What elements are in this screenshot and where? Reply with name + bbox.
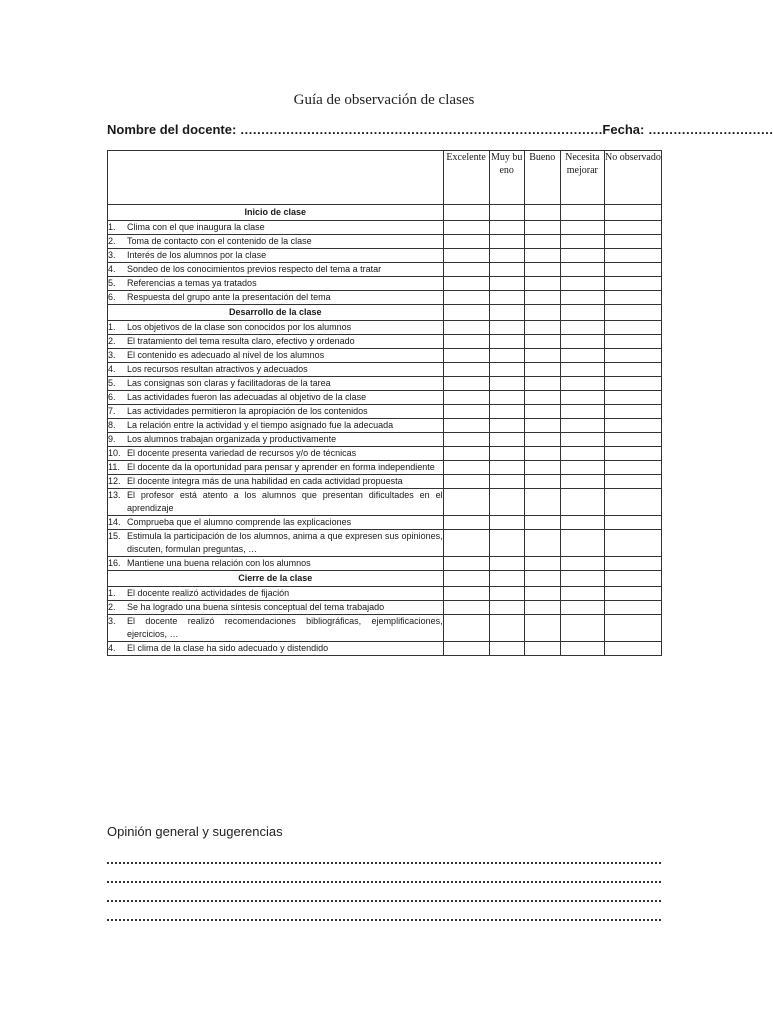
date-field[interactable]: [602, 122, 773, 137]
criterion-text: Referencias a temas ya tratados: [127, 278, 257, 288]
criterion-number: 3.: [108, 350, 116, 360]
rating-cell-excelente[interactable]: [443, 601, 489, 615]
rating-cell-no-observado[interactable]: [604, 321, 661, 335]
rating-cell-muy-bueno[interactable]: [489, 291, 524, 305]
rating-cell-excelente[interactable]: [443, 391, 489, 405]
criterion-text: Las consignas son claras y facilitadoras de la tarea: [127, 378, 331, 388]
rating-cell-bueno[interactable]: [524, 615, 560, 642]
rating-cell-muy-bueno[interactable]: [489, 391, 524, 405]
rating-cell-excelente[interactable]: [443, 349, 489, 363]
rating-cell-no-observado[interactable]: [604, 601, 661, 615]
rating-cell-necesita-mejorar[interactable]: [560, 363, 604, 377]
table-header-row: [108, 151, 662, 205]
opinion-line[interactable]: [107, 862, 661, 864]
criterion-number: 5.: [108, 378, 116, 388]
table-row: [108, 221, 662, 235]
rating-cell-necesita-mejorar[interactable]: [560, 475, 604, 489]
rating-cell-bueno[interactable]: [524, 249, 560, 263]
rating-cell-bueno[interactable]: [524, 291, 560, 305]
rating-cell-muy-bueno[interactable]: [489, 419, 524, 433]
rating-cell-no-observado[interactable]: [604, 349, 661, 363]
rating-cell-excelente[interactable]: [443, 277, 489, 291]
rating-cell-muy-bueno[interactable]: [489, 433, 524, 447]
rating-cell-muy-bueno[interactable]: [489, 601, 524, 615]
criterion-cell: [108, 615, 444, 642]
rating-cell-necesita-mejorar[interactable]: [560, 291, 604, 305]
rating-cell-necesita-mejorar[interactable]: [560, 587, 604, 601]
rating-cell-bueno[interactable]: [524, 391, 560, 405]
table-row: [108, 587, 662, 601]
rating-cell-muy-bueno[interactable]: [489, 475, 524, 489]
table-row: [108, 489, 662, 516]
rating-cell-necesita-mejorar[interactable]: [560, 601, 604, 615]
table-row: [108, 363, 662, 377]
rating-cell-excelente[interactable]: [443, 321, 489, 335]
criterion-cell: [108, 475, 444, 489]
observation-table: [107, 150, 662, 656]
rating-cell-excelente[interactable]: [443, 489, 489, 516]
table-row: [108, 475, 662, 489]
rating-cell-muy-bueno[interactable]: [489, 587, 524, 601]
criterion-text: Mantiene una buena relación con los alumnos: [127, 558, 311, 568]
rating-cell-muy-bueno[interactable]: [489, 557, 524, 571]
rating-cell-no-observado[interactable]: [604, 489, 661, 516]
criterion-text: El tratamiento del tema resulta claro, efectivo y ordenado: [127, 336, 355, 346]
section-title: Desarrollo de la clase: [108, 305, 444, 321]
rating-cell-necesita-mejorar[interactable]: [560, 615, 604, 642]
criterion-number: 13.: [108, 490, 121, 500]
criterion-text: El clima de la clase ha sido adecuado y distendido: [127, 643, 329, 653]
rating-cell-no-observado[interactable]: [604, 405, 661, 419]
criterion-text: Toma de contacto con el contenido de la clase: [127, 236, 312, 246]
rating-cell-no-observado[interactable]: [604, 557, 661, 571]
criterion-number: 14.: [108, 517, 121, 527]
rating-cell-necesita-mejorar[interactable]: [560, 235, 604, 249]
rating-cell-muy-bueno[interactable]: [489, 461, 524, 475]
rating-cell-necesita-mejorar[interactable]: [560, 263, 604, 277]
criterion-number: 8.: [108, 420, 116, 430]
rating-cell-necesita-mejorar[interactable]: [560, 249, 604, 263]
section-blank-cell: [524, 305, 560, 321]
rating-cell-necesita-mejorar[interactable]: [560, 516, 604, 530]
rating-cell-excelente[interactable]: [443, 475, 489, 489]
criterion-number: 5.: [108, 278, 116, 288]
section-blank-cell: [604, 571, 661, 587]
criterion-cell: [108, 557, 444, 571]
teacher-label: Nombre del docente:: [107, 122, 237, 137]
criterion-cell: [108, 447, 444, 461]
rating-cell-excelente[interactable]: [443, 419, 489, 433]
rating-cell-muy-bueno[interactable]: [489, 615, 524, 642]
rating-cell-no-observado[interactable]: [604, 221, 661, 235]
rating-cell-excelente[interactable]: [443, 447, 489, 461]
section-title: Inicio de clase: [108, 205, 444, 221]
criterion-text: Se ha logrado una buena síntesis conceptual del tema trabajado: [127, 602, 385, 612]
rating-cell-no-observado[interactable]: [604, 516, 661, 530]
teacher-name-blank: ……………………………………………………………………………: [239, 122, 603, 137]
rating-cell-muy-bueno[interactable]: [489, 363, 524, 377]
rating-cell-excelente[interactable]: [443, 291, 489, 305]
criterion-text: Los objetivos de la clase son conocidos por los alumnos: [127, 322, 352, 332]
rating-cell-no-observado[interactable]: [604, 277, 661, 291]
criterion-cell: [108, 516, 444, 530]
rating-cell-muy-bueno[interactable]: [489, 221, 524, 235]
rating-cell-muy-bueno[interactable]: [489, 321, 524, 335]
section-blank-cell: [560, 305, 604, 321]
section-blank-cell: [489, 571, 524, 587]
criterion-text: Sondeo de los conocimientos previos respecto del tema a tratar: [127, 264, 382, 274]
rating-cell-bueno[interactable]: [524, 363, 560, 377]
header-no-observado: No observado: [604, 151, 661, 205]
table-row: [108, 405, 662, 419]
criterion-number: 3.: [108, 250, 116, 260]
opinion-line[interactable]: [107, 900, 661, 902]
rating-cell-excelente[interactable]: [443, 587, 489, 601]
criterion-cell: [108, 221, 444, 235]
table-row: [108, 447, 662, 461]
rating-cell-bueno[interactable]: [524, 447, 560, 461]
rating-cell-excelente[interactable]: [443, 516, 489, 530]
criterion-number: 2.: [108, 236, 116, 246]
criterion-number: 16.: [108, 558, 121, 568]
rating-cell-bueno[interactable]: [524, 349, 560, 363]
rating-cell-bueno[interactable]: [524, 321, 560, 335]
criterion-number: 4.: [108, 364, 116, 374]
criterion-text: El docente realizó actividades de fijación: [127, 588, 290, 598]
rating-cell-necesita-mejorar[interactable]: [560, 489, 604, 516]
criterion-number: 11.: [108, 462, 120, 472]
rating-cell-excelente[interactable]: [443, 221, 489, 235]
rating-cell-excelente[interactable]: [443, 377, 489, 391]
criterion-number: 1.: [108, 222, 116, 232]
section-row: [108, 205, 662, 221]
criterion-cell: [108, 461, 444, 475]
header-necesita-mejorar: Necesita mejorar: [560, 151, 604, 205]
rating-cell-necesita-mejorar[interactable]: [560, 321, 604, 335]
rating-cell-necesita-mejorar[interactable]: [560, 349, 604, 363]
rating-cell-no-observado[interactable]: [604, 530, 661, 557]
rating-cell-muy-bueno[interactable]: [489, 249, 524, 263]
rating-cell-muy-bueno[interactable]: [489, 516, 524, 530]
criterion-text: El docente integra más de una habilidad en cada actividad propuesta: [127, 476, 403, 486]
criterion-text: Clima con el que inaugura la clase: [127, 222, 265, 232]
rating-cell-no-observado[interactable]: [604, 363, 661, 377]
rating-cell-excelente[interactable]: [443, 363, 489, 377]
criterion-cell: [108, 249, 444, 263]
table-row: [108, 377, 662, 391]
rating-cell-bueno[interactable]: [524, 642, 560, 656]
criterion-text: Las actividades fueron las adecuadas al objetivo de la clase: [127, 392, 367, 402]
rating-cell-bueno[interactable]: [524, 475, 560, 489]
table-row: [108, 291, 662, 305]
rating-cell-bueno[interactable]: [524, 530, 560, 557]
section-blank-cell: [604, 305, 661, 321]
rating-cell-necesita-mejorar[interactable]: [560, 391, 604, 405]
criterion-number: 6.: [108, 392, 116, 402]
opinion-line[interactable]: [107, 881, 661, 883]
teacher-name-field[interactable]: [107, 122, 602, 137]
criterion-cell: [108, 321, 444, 335]
criterion-cell: [108, 349, 444, 363]
rating-cell-necesita-mejorar[interactable]: [560, 419, 604, 433]
criterion-text: Estimula la participación de los alumnos, anima a que expresen sus opiniones, discuten, formulan preguntas, …: [127, 531, 443, 554]
rating-cell-no-observado[interactable]: [604, 249, 661, 263]
rating-cell-no-observado[interactable]: [604, 391, 661, 405]
criterion-text: Las actividades permitieron la apropiación de los contenidos: [127, 406, 368, 416]
section-blank-cell: [524, 571, 560, 587]
criteria-header-cell: [108, 151, 444, 205]
table-row: [108, 433, 662, 447]
rating-cell-muy-bueno[interactable]: [489, 235, 524, 249]
rating-cell-no-observado[interactable]: [604, 263, 661, 277]
table-row: [108, 642, 662, 656]
rating-cell-bueno[interactable]: [524, 277, 560, 291]
rating-cell-bueno[interactable]: [524, 335, 560, 349]
rating-cell-no-observado[interactable]: [604, 461, 661, 475]
section-row: [108, 571, 662, 587]
date-label: Fecha:: [602, 122, 645, 137]
rating-cell-no-observado[interactable]: [604, 335, 661, 349]
rating-cell-bueno[interactable]: [524, 235, 560, 249]
criterion-number: 1.: [108, 588, 116, 598]
rating-cell-necesita-mejorar[interactable]: [560, 277, 604, 291]
criterion-number: 2.: [108, 336, 116, 346]
criterion-cell: [108, 391, 444, 405]
table-row: [108, 321, 662, 335]
rating-cell-excelente[interactable]: [443, 530, 489, 557]
rating-cell-necesita-mejorar[interactable]: [560, 377, 604, 391]
criterion-cell: [108, 587, 444, 601]
rating-cell-excelente[interactable]: [443, 461, 489, 475]
criterion-number: 3.: [108, 616, 116, 626]
rating-cell-bueno[interactable]: [524, 557, 560, 571]
rating-cell-necesita-mejorar[interactable]: [560, 642, 604, 656]
rating-cell-excelente[interactable]: [443, 235, 489, 249]
header-muy-bueno: Muy bueno: [489, 151, 524, 205]
table-row: [108, 615, 662, 642]
criterion-cell: [108, 335, 444, 349]
opinion-heading: Opinión general y sugerencias: [107, 824, 283, 839]
rating-cell-muy-bueno[interactable]: [489, 377, 524, 391]
section-blank-cell: [443, 305, 489, 321]
rating-cell-excelente[interactable]: [443, 249, 489, 263]
section-blank-cell: [443, 205, 489, 221]
criterion-cell: [108, 405, 444, 419]
criterion-number: 10.: [108, 448, 121, 458]
table-row: [108, 516, 662, 530]
criterion-cell: [108, 235, 444, 249]
section-blank-cell: [560, 571, 604, 587]
criterion-cell: [108, 601, 444, 615]
rating-cell-necesita-mejorar[interactable]: [560, 335, 604, 349]
rating-cell-necesita-mejorar[interactable]: [560, 530, 604, 557]
criterion-text: Comprueba que el alumno comprende las explicaciones: [127, 517, 352, 527]
rating-cell-excelente[interactable]: [443, 557, 489, 571]
rating-cell-excelente[interactable]: [443, 263, 489, 277]
rating-cell-muy-bueno[interactable]: [489, 349, 524, 363]
rating-cell-bueno[interactable]: [524, 601, 560, 615]
table-row: [108, 419, 662, 433]
rating-cell-muy-bueno[interactable]: [489, 335, 524, 349]
rating-cell-necesita-mejorar[interactable]: [560, 461, 604, 475]
header-fields: [107, 122, 773, 137]
table-row: [108, 530, 662, 557]
criterion-cell: [108, 433, 444, 447]
date-blank: …………………………: [647, 122, 773, 137]
rating-cell-excelente[interactable]: [443, 433, 489, 447]
rating-cell-bueno[interactable]: [524, 433, 560, 447]
rating-cell-excelente[interactable]: [443, 405, 489, 419]
rating-cell-bueno[interactable]: [524, 461, 560, 475]
rating-cell-bueno[interactable]: [524, 405, 560, 419]
rating-cell-muy-bueno[interactable]: [489, 530, 524, 557]
rating-cell-bueno[interactable]: [524, 263, 560, 277]
rating-cell-muy-bueno[interactable]: [489, 263, 524, 277]
rating-cell-bueno[interactable]: [524, 419, 560, 433]
page-title: Guía de observación de clases: [293, 92, 475, 108]
criterion-text: Respuesta del grupo ante la presentación del tema: [127, 292, 331, 302]
rating-cell-necesita-mejorar[interactable]: [560, 405, 604, 419]
rating-cell-no-observado[interactable]: [604, 433, 661, 447]
criterion-text: Interés de los alumnos por la clase: [127, 250, 267, 260]
criterion-cell: [108, 530, 444, 557]
criterion-number: 6.: [108, 292, 116, 302]
rating-cell-muy-bueno[interactable]: [489, 642, 524, 656]
rating-cell-necesita-mejorar[interactable]: [560, 557, 604, 571]
rating-cell-necesita-mejorar[interactable]: [560, 221, 604, 235]
section-title: Cierre de la clase: [108, 571, 444, 587]
criterion-cell: [108, 263, 444, 277]
criterion-number: 4.: [108, 264, 116, 274]
criterion-text: El docente presenta variedad de recursos y/o de técnicas: [127, 448, 357, 458]
rating-cell-bueno[interactable]: [524, 221, 560, 235]
section-blank-cell: [489, 305, 524, 321]
rating-cell-no-observado[interactable]: [604, 447, 661, 461]
table-row: [108, 277, 662, 291]
rating-cell-necesita-mejorar[interactable]: [560, 433, 604, 447]
rating-cell-no-observado[interactable]: [604, 377, 661, 391]
criterion-text: El docente realizó recomendaciones bibliográficas, ejemplificaciones, ejercicios, …: [127, 616, 443, 639]
rating-cell-muy-bueno[interactable]: [489, 405, 524, 419]
section-blank-cell: [443, 571, 489, 587]
rating-cell-no-observado[interactable]: [604, 615, 661, 642]
rating-cell-excelente[interactable]: [443, 615, 489, 642]
table-row: [108, 461, 662, 475]
criterion-number: 9.: [108, 434, 116, 444]
rating-cell-no-observado[interactable]: [604, 419, 661, 433]
rating-cell-muy-bueno[interactable]: [489, 277, 524, 291]
section-blank-cell: [604, 205, 661, 221]
table-row: [108, 601, 662, 615]
criterion-text: El profesor está atento a los alumnos que presentan dificultades en el aprendizaje: [127, 490, 443, 513]
section-blank-cell: [489, 205, 524, 221]
criterion-cell: [108, 291, 444, 305]
criterion-number: 1.: [108, 322, 116, 332]
criterion-cell: [108, 642, 444, 656]
criterion-text: Los recursos resultan atractivos y adecuados: [127, 364, 308, 374]
criterion-number: 12.: [108, 476, 121, 486]
criterion-cell: [108, 363, 444, 377]
opinion-line[interactable]: [107, 919, 661, 921]
criterion-cell: [108, 489, 444, 516]
section-blank-cell: [560, 205, 604, 221]
table-row: [108, 335, 662, 349]
table-row: [108, 349, 662, 363]
observation-table-body: [108, 205, 662, 656]
criterion-cell: [108, 277, 444, 291]
rating-cell-no-observado[interactable]: [604, 235, 661, 249]
criterion-number: 7.: [108, 406, 116, 416]
rating-cell-no-observado[interactable]: [604, 642, 661, 656]
table-row: [108, 235, 662, 249]
header-excelente: Excelente: [443, 151, 489, 205]
table-row: [108, 391, 662, 405]
criterion-text: La relación entre la actividad y el tiempo asignado fue la adecuada: [127, 420, 394, 430]
section-blank-cell: [524, 205, 560, 221]
rating-cell-excelente[interactable]: [443, 642, 489, 656]
rating-cell-bueno[interactable]: [524, 377, 560, 391]
rating-cell-no-observado[interactable]: [604, 291, 661, 305]
rating-cell-necesita-mejorar[interactable]: [560, 447, 604, 461]
table-row: [108, 249, 662, 263]
rating-cell-bueno[interactable]: [524, 516, 560, 530]
rating-cell-muy-bueno[interactable]: [489, 447, 524, 461]
table-row: [108, 557, 662, 571]
header-bueno: Bueno: [524, 151, 560, 205]
rating-cell-excelente[interactable]: [443, 335, 489, 349]
rating-cell-no-observado[interactable]: [604, 587, 661, 601]
rating-cell-no-observado[interactable]: [604, 475, 661, 489]
criterion-cell: [108, 377, 444, 391]
criterion-text: El contenido es adecuado al nivel de los alumnos: [127, 350, 325, 360]
rating-cell-bueno[interactable]: [524, 587, 560, 601]
rating-cell-muy-bueno[interactable]: [489, 489, 524, 516]
criterion-text: El docente da la oportunidad para pensar y aprender en forma independiente: [127, 462, 435, 472]
criterion-cell: [108, 419, 444, 433]
section-row: [108, 305, 662, 321]
criterion-number: 4.: [108, 643, 116, 653]
criterion-text: Los alumnos trabajan organizada y productivamente: [127, 434, 337, 444]
criterion-number: 2.: [108, 602, 116, 612]
rating-cell-bueno[interactable]: [524, 489, 560, 516]
criterion-number: 15.: [108, 531, 121, 541]
table-row: [108, 263, 662, 277]
